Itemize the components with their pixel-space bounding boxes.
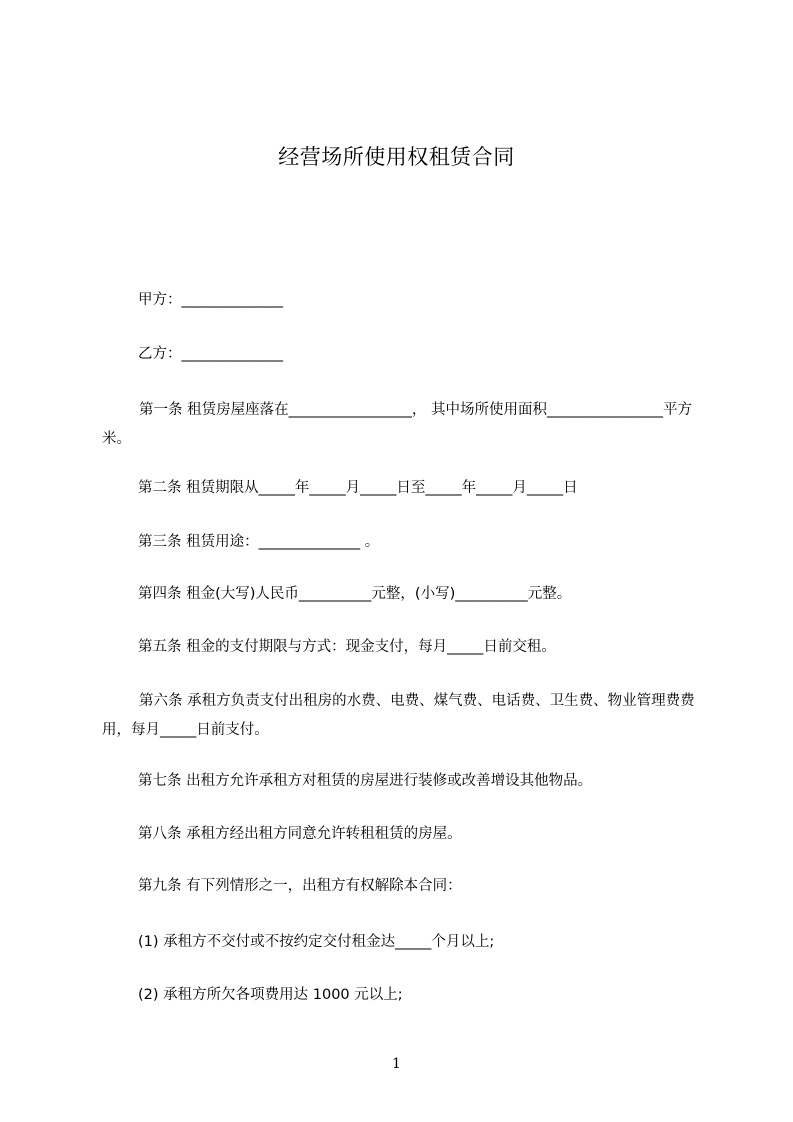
article-8: 第八条 承租方经出租方同意允许转租租赁的房屋。: [138, 826, 462, 842]
article-1-text: 第一条 租赁房屋座落在_________________， 其中场所使用面积________________平方米。: [102, 402, 692, 447]
article-4: 第四条 租金(大写)人民币__________元整，(小写)__________元整。: [138, 586, 572, 602]
party-a-line: 甲方：______________: [138, 292, 283, 308]
article-6: [102, 687, 702, 745]
article-9: 第九条 有下列情形之一，出租方有权解除本合同：: [138, 878, 462, 894]
party-b-line: 乙方：______________: [138, 346, 283, 362]
article-2: 第二条 租赁期限从_____年_____月_____日至_____年_____月_____日: [138, 480, 578, 496]
clause-item-1: (1) 承租方不交付或不按约定交付租金达_____个月以上;: [138, 934, 495, 950]
article-7: 第七条 出租方允许承租方对租赁的房屋进行装修或改善增设其他物品。: [138, 773, 593, 789]
document-title: 经营场所使用权租赁合同: [278, 145, 515, 169]
clause-item-2: (2) 承租方所欠各项费用达 1000 元以上;: [138, 987, 403, 1003]
article-5: 第五条 租金的支付期限与方式：现金支付，每月_____日前交租。: [138, 639, 556, 655]
article-1: [102, 396, 702, 454]
article-6-text: 第六条 承租方负责支付出租房的水费、电费、煤气费、电话费、卫生费、物业管理费费用，每月_____日前支付。: [102, 693, 695, 738]
page-number: 1: [392, 1056, 401, 1072]
article-3: 第三条 租赁用途：______________ 。: [138, 534, 380, 550]
